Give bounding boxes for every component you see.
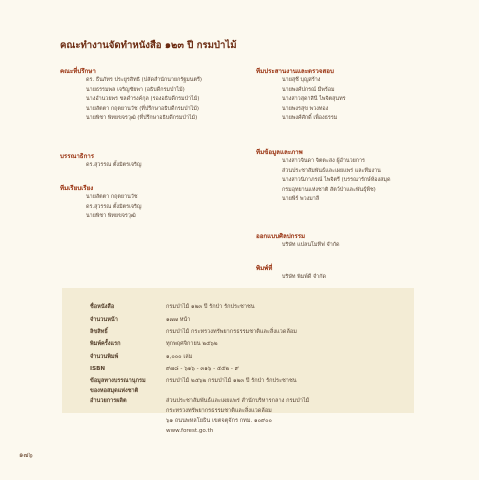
info-value: กรมป่าไม้ ๒๕๖๒ กรมป่าไม้ ๑๒๓ ปี รักป่า รักประชาชน bbox=[166, 378, 297, 384]
section-art-design bbox=[256, 232, 340, 251]
list-item: ดร. ธีนภัทร ประยูรสิทธิ (ปลัดสำนักนายกรัฐมนตรี) bbox=[86, 77, 202, 83]
list-item: นายพงศ์ศักดิ์ เพื่องธรรม bbox=[282, 115, 338, 122]
list-item: นายสุชี บุญสร้าง bbox=[282, 77, 321, 83]
section-writers bbox=[60, 184, 142, 222]
info-label: จำนวนพิมพ์ bbox=[90, 354, 119, 360]
info-value: ๑๗๗ หน้า bbox=[166, 317, 191, 323]
list-item: นายสัตตา กฤตยานวัช (ที่ปรึกษาอธิบดีกรมป่าไม้) bbox=[86, 105, 199, 112]
publication-info-box bbox=[62, 288, 414, 434]
list-item: ดร.สุวรรณ ตั้งมิตรเจริญ bbox=[86, 203, 142, 210]
page-number: ๑๗๖ bbox=[19, 451, 33, 459]
list-item: นายธรรมพล เจริญชัยพา (อธิบดีกรมป่าไม้) bbox=[86, 86, 185, 93]
section-heading: ออกแบบศิลปกรรม bbox=[256, 233, 306, 240]
list-item: นายพิชา พิทยขจรวุฒิ (ที่ปรึกษาอธิบดีกรมป่าไม้) bbox=[86, 115, 198, 122]
info-value: ๑,๐๐๐ เล่ม bbox=[166, 354, 193, 360]
list-item: นางอำนวยพร ชลดำรงค์กุล (รองอธิบดีกรมป่าไม้) bbox=[86, 96, 200, 103]
info-value: ๙๗๘ - ๖๑๖ - ๓๑๖ - ๕๕๒ - ๙ bbox=[166, 366, 239, 372]
list-item: ส่วนประชาสัมพันธ์และเผยแพร่ และทีมงาน bbox=[282, 167, 381, 174]
list-item: บริษัท พิมพ์ดี จำกัด bbox=[282, 274, 326, 280]
info-label: พิมพ์ครั้งแรก bbox=[90, 341, 121, 347]
info-label: ลิขสิทธิ์ bbox=[90, 329, 108, 335]
info-label: ISBN bbox=[90, 366, 106, 372]
section-heading: ทีมเรียบเรียง bbox=[60, 185, 94, 192]
list-item: บริษัท แปลนโมทีฟ จำกัด bbox=[282, 242, 340, 248]
section-heading: คณะที่ปรึกษา bbox=[60, 68, 96, 75]
info-label: อำนวยการผลิต bbox=[90, 398, 127, 404]
section-heading: บรรณาธิการ bbox=[60, 153, 95, 160]
section-editor bbox=[60, 152, 142, 171]
section-heading: ทีมข้อมูลและภาพ bbox=[256, 149, 303, 156]
info-value: กรมป่าไม้ กระทรวงทรัพยากรธรรมชาติและสิ่งแวดล้อม bbox=[166, 329, 297, 335]
info-label: ชื่อหนังสือ bbox=[90, 304, 115, 310]
list-item: นางสาวนิภาภรณ์ ไพจิตรี (บรรณารักษ์ห้องสมุด bbox=[282, 177, 391, 184]
list-item: นายพิชา พิทยขจรวุฒิ bbox=[86, 213, 136, 220]
list-item: นายพีร์ พวงมาลี bbox=[282, 196, 320, 203]
section-heading: พิมพ์ที่ bbox=[256, 265, 273, 272]
info-label: จำนวนหน้า bbox=[90, 317, 118, 323]
section-data-images bbox=[256, 148, 390, 205]
page-title: คณะทำงานจัดทำหนังสือ ๑๒๓ ปี กรมป่าไม้ bbox=[60, 40, 237, 51]
section-advisors bbox=[60, 67, 202, 124]
info-value: กรมป่าไม้ ๑๒๓ ปี รักป่า รักประชาชน bbox=[166, 304, 255, 310]
info-value: ส่วนประชาสัมพันธ์และเผยแพร่ สำนักบริหารกลาง กรมป่าไม้ กระทรวงทรัพยากรธรรมชาติและสิ่งแวดล้อม ๖๑ ถนนพหลโยธิน เขตจตุจักร กทม. ๑๐๙๐๐ www.forest.go.th bbox=[166, 398, 310, 434]
info-value: ทุกพฤศจิกายน ๒๕๖๒ bbox=[166, 341, 218, 347]
list-item: กรมอุทยานแห่งชาติ สัตว์ป่าและพันธุ์พืช) bbox=[282, 186, 376, 193]
list-item: นายพงรสุข พวงทอง bbox=[282, 105, 329, 112]
list-item: นายสัตตา กฤตยานวัช bbox=[86, 194, 138, 200]
section-heading: ทีมประสานงานและตรวจสอบ bbox=[256, 68, 334, 75]
info-label: ของหอสมุดแห่งชาติ bbox=[90, 388, 139, 394]
list-item: นายพงศ์ปกรณ์ มีพร้อม bbox=[282, 86, 335, 93]
list-item: นางสาวสุดาสินี ไพจิตสุนทร bbox=[282, 96, 346, 103]
section-printer bbox=[256, 264, 326, 283]
list-item: นางสาวจินดา จิตตะสง ผู้อำนวยการ bbox=[282, 158, 365, 164]
info-label: ข้อมูลทางบรรณานุกรม bbox=[90, 378, 146, 384]
section-coordination bbox=[256, 67, 346, 124]
list-item: ดร.สุวรรณ ตั้งมิตรเจริญ bbox=[86, 162, 142, 168]
